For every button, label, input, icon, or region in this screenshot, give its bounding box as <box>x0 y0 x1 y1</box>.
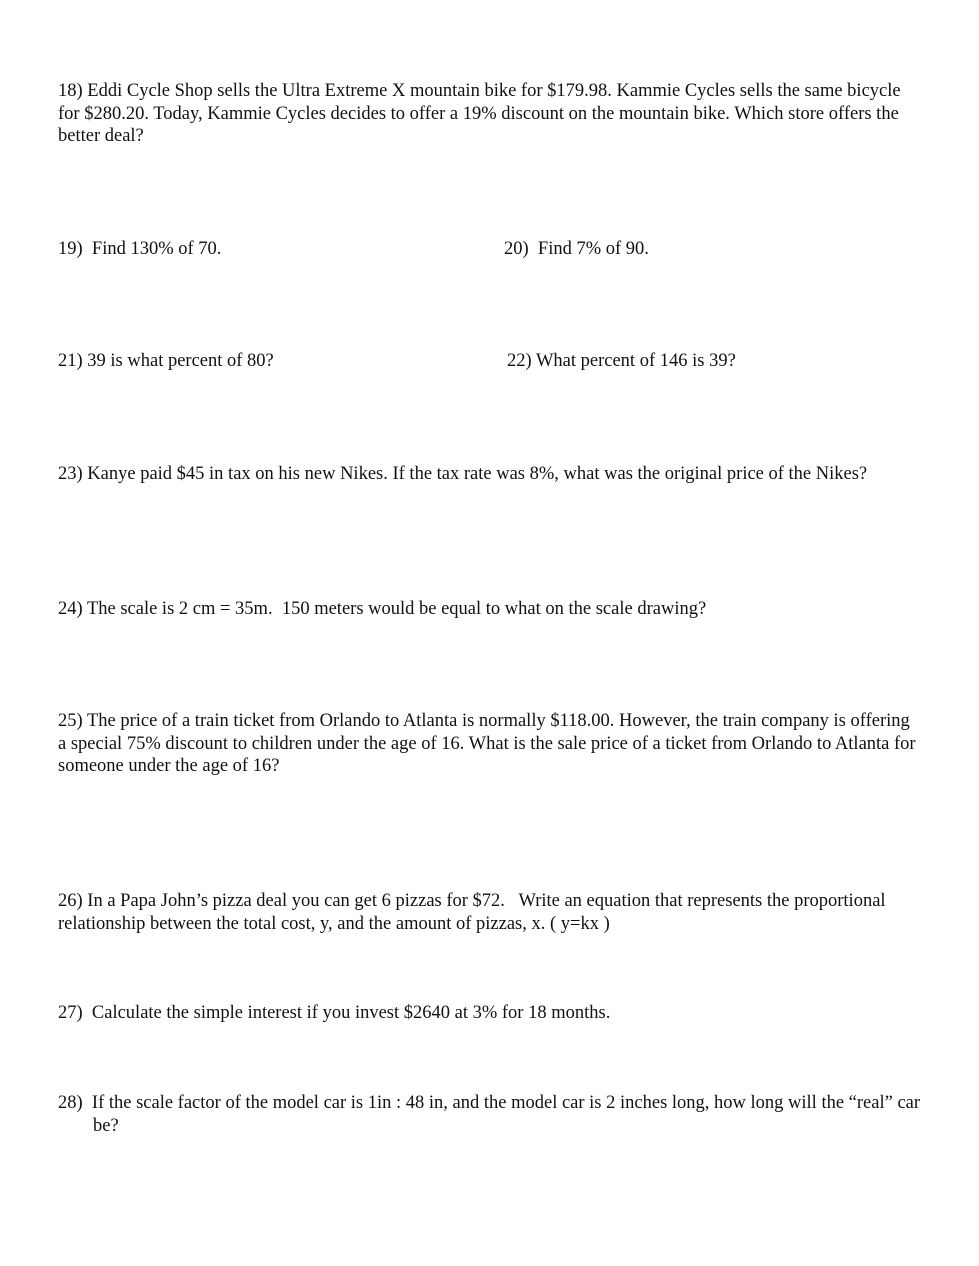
question-22: 22) What percent of 146 is 39? <box>507 351 736 371</box>
question-21: 21) 39 is what percent of 80? <box>58 351 274 371</box>
question-24: 24) The scale is 2 cm = 35m. 150 meters would be equal to what on the scale drawing? <box>58 599 707 619</box>
question-25: 25) The price of a train ticket from Orlando to Atlanta is normally $118.00. However, the train company is offering a special 75% discount to children under the age of 16. What is the sale price of a ticket from Orlando to Atlanta for someone under the age of 16? <box>58 711 921 777</box>
question-23: 23) Kanye paid $45 in tax on his new Nikes. If the tax rate was 8%, what was the original price of the Nikes? <box>58 464 868 484</box>
question-19: 19) Find 130% of 70. <box>58 239 222 259</box>
question-26: 26) In a Papa John’s pizza deal you can get 6 pizzas for $72. Write an equation that represents the proportional relationship between the total cost, y, and the amount of pizzas, x. ( y=kx ) <box>58 891 891 934</box>
question-27: 27) Calculate the simple interest if you invest $2640 at 3% for 18 months. <box>58 1003 611 1023</box>
question-18: 18) Eddi Cycle Shop sells the Ultra Extreme X mountain bike for $179.98. Kammie Cycles sells the same bicycle for $280.20. Today, Kammie Cycles decides to offer a 19% discount on the mountain bike. Which store offers the better deal? <box>58 81 906 147</box>
question-28: 28) If the scale factor of the model car is 1in : 48 in, and the model car is 2 inches long, how long will the “real” car be? <box>58 1093 925 1136</box>
question-20: 20) Find 7% of 90. <box>504 239 649 259</box>
